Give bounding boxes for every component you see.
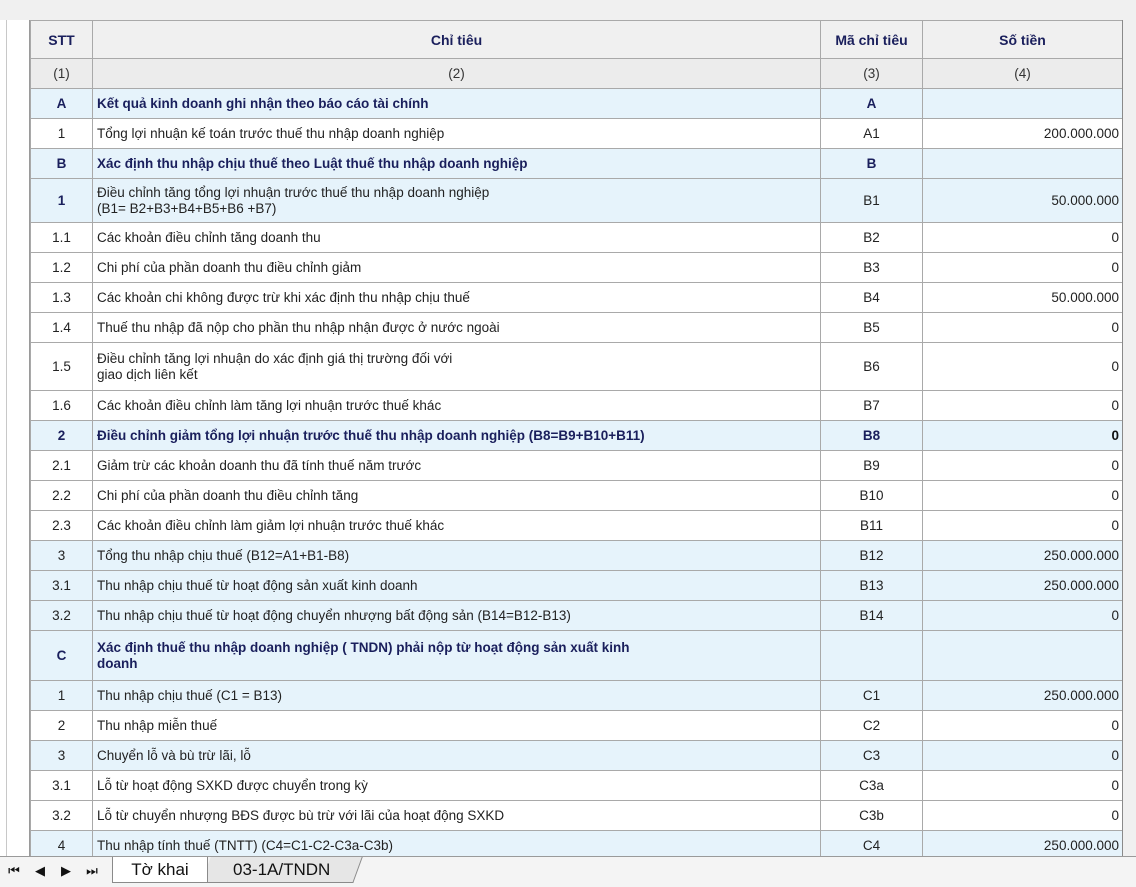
table-row <box>31 831 1123 857</box>
desc-cell[interactable] <box>93 631 821 681</box>
desc-line-1: Điều chỉnh tăng lợi nhuận do xác định giá thị trường đối với <box>97 350 453 366</box>
code-cell[interactable]: B14 <box>821 601 923 631</box>
desc-cell[interactable]: Các khoản điều chỉnh tăng doanh thu <box>93 223 821 253</box>
stt-cell[interactable]: 1.5 <box>31 343 93 391</box>
amount-cell[interactable]: 50.000.000 <box>923 179 1123 223</box>
amount-cell[interactable]: 0 <box>923 343 1123 391</box>
desc-cell[interactable]: Chi phí của phần doanh thu điều chỉnh tăng <box>93 481 821 511</box>
column-number-row <box>31 59 1123 89</box>
table-row <box>31 541 1123 571</box>
amount-cell[interactable]: 0 <box>923 711 1123 741</box>
desc-line-2: giao dịch liên kết <box>97 366 198 382</box>
code-cell[interactable] <box>821 631 923 681</box>
stt-cell[interactable]: 2 <box>31 421 93 451</box>
table-row <box>31 511 1123 541</box>
tab-03-1a-tndn-label: 03-1A/TNDN <box>233 859 331 879</box>
stt-cell[interactable]: B <box>31 149 93 179</box>
desc-cell[interactable]: Lỗ từ chuyển nhượng BĐS được bù trừ với lãi của hoạt động SXKD <box>93 801 821 831</box>
colnum-1: (1) <box>31 59 93 89</box>
amount-cell[interactable]: 250.000.000 <box>923 681 1123 711</box>
code-cell[interactable]: B9 <box>821 451 923 481</box>
amount-cell[interactable]: 0 <box>923 421 1123 451</box>
header-ma-chi-tieu: Mã chỉ tiêu <box>821 21 923 59</box>
amount-cell[interactable]: 0 <box>923 223 1123 253</box>
amount-cell[interactable]: 0 <box>923 511 1123 541</box>
amount-cell[interactable]: 250.000.000 <box>923 541 1123 571</box>
desc-line-1: Điều chỉnh tăng tổng lợi nhuận trước thuế thu nhập doanh nghiệp <box>97 184 490 200</box>
desc-cell[interactable]: Chuyển lỗ và bù trừ lãi, lỗ <box>93 741 821 771</box>
stt-cell[interactable]: 2 <box>31 711 93 741</box>
code-cell[interactable]: B10 <box>821 481 923 511</box>
first-sheet-icon[interactable]: ⏮ <box>8 863 20 878</box>
desc-cell[interactable]: Giảm trừ các khoản doanh thu đã tính thuế năm trước <box>93 451 821 481</box>
stt-cell[interactable]: 3 <box>31 541 93 571</box>
amount-cell[interactable]: 250.000.000 <box>923 571 1123 601</box>
desc-cell[interactable]: Thu nhập chịu thuế từ hoạt động chuyển nhượng bất động sản (B14=B12-B13) <box>93 601 821 631</box>
sheet-tab-bar <box>0 856 1136 887</box>
table-row <box>31 631 1123 681</box>
desc-cell[interactable]: Các khoản chi không được trừ khi xác định thu nhập chịu thuế <box>93 283 821 313</box>
code-cell[interactable]: B11 <box>821 511 923 541</box>
table-row <box>31 601 1123 631</box>
table-row <box>31 681 1123 711</box>
desc-cell[interactable]: Lỗ từ hoạt động SXKD được chuyển trong kỳ <box>93 771 821 801</box>
stt-cell[interactable]: 1 <box>31 681 93 711</box>
amount-cell[interactable] <box>923 89 1123 119</box>
amount-cell[interactable]: 0 <box>923 801 1123 831</box>
header-so-tien: Số tiền <box>923 21 1123 59</box>
code-cell[interactable]: B4 <box>821 283 923 313</box>
code-cell[interactable]: C1 <box>821 681 923 711</box>
code-cell[interactable]: C2 <box>821 711 923 741</box>
prev-sheet-icon[interactable]: ◀ <box>35 863 45 878</box>
code-cell[interactable]: B13 <box>821 571 923 601</box>
table-row <box>31 313 1123 343</box>
stt-cell[interactable]: 1 <box>31 119 93 149</box>
table-row <box>31 571 1123 601</box>
table-row <box>31 253 1123 283</box>
colnum-3: (3) <box>821 59 923 89</box>
amount-cell[interactable]: 50.000.000 <box>923 283 1123 313</box>
amount-cell[interactable]: 200.000.000 <box>923 119 1123 149</box>
amount-cell[interactable]: 0 <box>923 741 1123 771</box>
table-row <box>31 481 1123 511</box>
desc-cell[interactable] <box>93 343 821 391</box>
code-cell[interactable]: B7 <box>821 391 923 421</box>
amount-cell[interactable]: 250.000.000 <box>923 831 1123 857</box>
stt-cell[interactable]: 1.4 <box>31 313 93 343</box>
desc-cell[interactable]: Chi phí của phần doanh thu điều chỉnh giảm <box>93 253 821 283</box>
header-chi-tieu: Chỉ tiêu <box>93 21 821 59</box>
table-row <box>31 451 1123 481</box>
desc-cell[interactable]: Thuế thu nhập đã nộp cho phần thu nhập nhận được ở nước ngoài <box>93 313 821 343</box>
code-cell[interactable]: B1 <box>821 179 923 223</box>
code-cell[interactable]: B6 <box>821 343 923 391</box>
next-sheet-icon[interactable]: ▶ <box>61 863 71 878</box>
desc-cell[interactable]: Điều chỉnh giảm tổng lợi nhuận trước thuế thu nhập doanh nghiệp (B8=B9+B10+B11) <box>93 421 821 451</box>
last-sheet-icon[interactable]: ⏭ <box>86 863 98 878</box>
desc-line-2: (B1= B2+B3+B4+B5+B6 +B7) <box>97 200 277 216</box>
desc-cell[interactable]: Thu nhập chịu thuế từ hoạt động sản xuất kinh doanh <box>93 571 821 601</box>
desc-cell[interactable]: Các khoản điều chỉnh làm giảm lợi nhuận trước thuế khác <box>93 511 821 541</box>
stt-cell[interactable]: 1.3 <box>31 283 93 313</box>
amount-cell[interactable] <box>923 149 1123 179</box>
stt-cell[interactable]: 2.1 <box>31 451 93 481</box>
stt-cell[interactable]: 2.2 <box>31 481 93 511</box>
stt-cell[interactable]: A <box>31 89 93 119</box>
table-row <box>31 149 1123 179</box>
gutter-line <box>6 20 7 856</box>
code-cell[interactable]: C4 <box>821 831 923 857</box>
amount-cell[interactable]: 0 <box>923 253 1123 283</box>
code-cell[interactable]: C3 <box>821 741 923 771</box>
desc-line-1: Xác định thuế thu nhập doanh nghiệp ( TNDN) phải nộp từ hoạt động sản xuất kinh <box>97 639 630 655</box>
stt-cell[interactable]: 1.2 <box>31 253 93 283</box>
code-cell[interactable]: C3a <box>821 771 923 801</box>
tax-declaration-table <box>30 20 1122 856</box>
stt-cell[interactable]: 1 <box>31 179 93 223</box>
stt-cell[interactable]: 3.2 <box>31 801 93 831</box>
spreadsheet-grid <box>30 20 1122 856</box>
table-row <box>31 741 1123 771</box>
stt-cell[interactable]: C <box>31 631 93 681</box>
desc-line-2: doanh <box>97 655 138 671</box>
tab-to-khai[interactable]: Tờ khai <box>112 857 208 883</box>
desc-cell[interactable]: Các khoản điều chỉnh làm tăng lợi nhuận trước thuế khác <box>93 391 821 421</box>
table-row <box>31 421 1123 451</box>
code-cell[interactable]: A1 <box>821 119 923 149</box>
table-row <box>31 119 1123 149</box>
header-stt: STT <box>31 21 93 59</box>
desc-cell[interactable]: Tổng thu nhập chịu thuế (B12=A1+B1-B8) <box>93 541 821 571</box>
stt-cell[interactable]: 2.3 <box>31 511 93 541</box>
vertical-scrollbar[interactable] <box>1122 20 1136 856</box>
amount-cell[interactable]: 0 <box>923 601 1123 631</box>
tab-03-1a-tndn[interactable] <box>201 857 362 883</box>
header-row <box>31 21 1123 59</box>
code-cell[interactable]: B2 <box>821 223 923 253</box>
desc-cell[interactable]: Kết quả kinh doanh ghi nhận theo báo cáo tài chính <box>93 89 821 119</box>
stt-cell[interactable]: 4 <box>31 831 93 857</box>
stt-cell[interactable]: 1.6 <box>31 391 93 421</box>
code-cell[interactable]: C3b <box>821 801 923 831</box>
desc-cell[interactable] <box>93 179 821 223</box>
amount-cell[interactable]: 0 <box>923 313 1123 343</box>
row-header-gutter <box>0 20 30 856</box>
stt-cell[interactable]: 1.1 <box>31 223 93 253</box>
amount-cell[interactable]: 0 <box>923 391 1123 421</box>
amount-cell[interactable] <box>923 631 1123 681</box>
code-cell[interactable]: B5 <box>821 313 923 343</box>
table-row <box>31 223 1123 253</box>
amount-cell[interactable]: 0 <box>923 481 1123 511</box>
code-cell[interactable]: B8 <box>821 421 923 451</box>
table-row <box>31 801 1123 831</box>
table-row <box>31 391 1123 421</box>
colnum-2: (2) <box>93 59 821 89</box>
amount-cell[interactable]: 0 <box>923 451 1123 481</box>
code-cell[interactable]: A <box>821 89 923 119</box>
desc-cell[interactable]: Xác định thu nhập chịu thuế theo Luật thuế thu nhập doanh nghiệp <box>93 149 821 179</box>
colnum-4: (4) <box>923 59 1123 89</box>
amount-cell[interactable]: 0 <box>923 771 1123 801</box>
table-row <box>31 771 1123 801</box>
table-row <box>31 89 1123 119</box>
desc-cell[interactable]: Tổng lợi nhuận kế toán trước thuế thu nhập doanh nghiệp <box>93 119 821 149</box>
code-cell[interactable]: B3 <box>821 253 923 283</box>
table-row <box>31 283 1123 313</box>
table-row <box>31 711 1123 741</box>
stt-cell[interactable]: 3.2 <box>31 601 93 631</box>
table-row <box>31 179 1123 223</box>
stt-cell[interactable]: 3.1 <box>31 771 93 801</box>
desc-cell[interactable]: Thu nhập chịu thuế (C1 = B13) <box>93 681 821 711</box>
stt-cell[interactable]: 3.1 <box>31 571 93 601</box>
top-band <box>0 0 1136 20</box>
desc-cell[interactable]: Thu nhập miễn thuế <box>93 711 821 741</box>
desc-cell[interactable]: Thu nhập tính thuế (TNTT) (C4=C1-C2-C3a-C3b) <box>93 831 821 857</box>
stt-cell[interactable]: 3 <box>31 741 93 771</box>
table-row <box>31 343 1123 391</box>
code-cell[interactable]: B <box>821 149 923 179</box>
code-cell[interactable]: B12 <box>821 541 923 571</box>
